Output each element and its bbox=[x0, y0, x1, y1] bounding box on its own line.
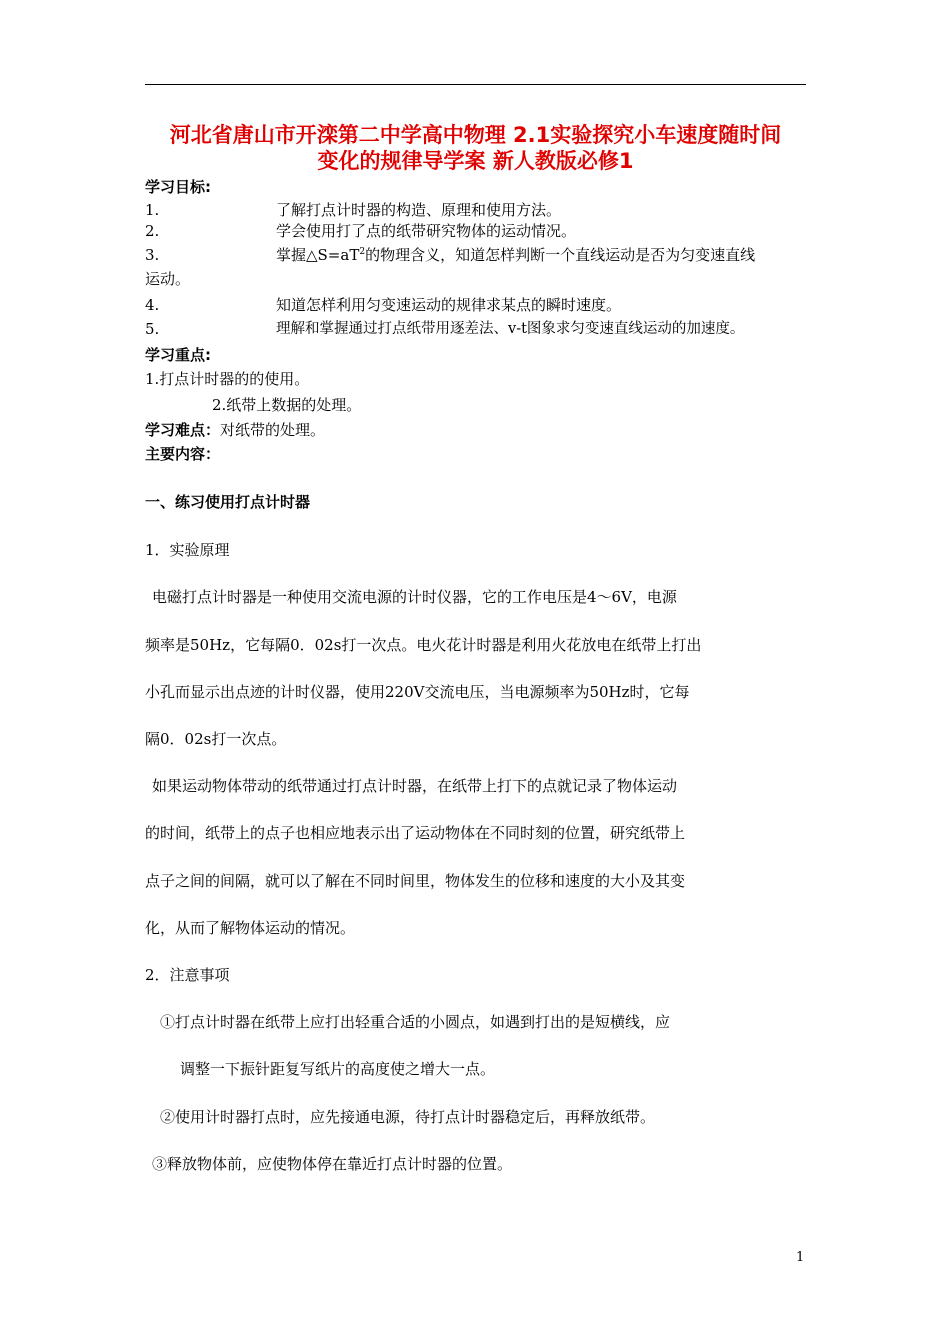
subsection-heading: 1．实验原理 bbox=[145, 541, 230, 559]
difficulty-line bbox=[145, 421, 325, 439]
key-point-item: 1.打点计时器的的使用。 bbox=[145, 370, 310, 388]
doc-title-line1: 河北省唐山市开滦第二中学高中物理 2.1实验探究小车速度随时间 bbox=[169, 123, 782, 147]
goal-text bbox=[276, 246, 755, 264]
key-points-heading: 学习重点: bbox=[145, 346, 211, 364]
goal-num: 5. bbox=[145, 320, 160, 338]
goal-text-continuation: 运动。 bbox=[145, 270, 191, 288]
difficulty-label: 学习难点： bbox=[145, 421, 221, 439]
paragraph-line: 的时间，纸带上的点子也相应地表示出了运动物体在不同时刻的位置，研究纸带上 bbox=[145, 824, 686, 842]
paragraph-line: 如果运动物体带动的纸带通过打点计时器，在纸带上打下的点就记录了物体运动 bbox=[152, 777, 678, 795]
goal-num: 1. bbox=[145, 201, 160, 219]
paragraph-line: 电磁打点计时器是一种使用交流电源的计时仪器，它的工作电压是4～6V，电源 bbox=[152, 588, 677, 606]
header-rule bbox=[145, 84, 806, 85]
note-line: ②使用计时器打点时，应先接通电源，待打点计时器稳定后，再释放纸带。 bbox=[160, 1108, 656, 1126]
paragraph-line: 点子之间的间隔，就可以了解在不同时间里，物体发生的位移和速度的大小及其变 bbox=[145, 872, 686, 890]
main-content-heading: 主要内容： bbox=[145, 445, 221, 463]
paragraph-line: 隔0．02s打一次点。 bbox=[145, 730, 287, 748]
superscript-exponent: 2 bbox=[359, 247, 366, 257]
note-line: ①打点计时器在纸带上应打出轻重合适的小圆点，如遇到打出的是短横线，应 bbox=[160, 1013, 671, 1031]
key-point-item: 2.纸带上数据的处理。 bbox=[212, 396, 362, 414]
goal-text: 了解打点计时器的构造、原理和使用方法。 bbox=[276, 201, 562, 219]
goal-num: 2. bbox=[145, 222, 160, 240]
doc-title-line2: 变化的规律导学案 新人教版必修1 bbox=[317, 149, 634, 173]
paragraph-line: 化，从而了解物体运动的情况。 bbox=[145, 919, 356, 937]
goal-text-after: 的物理含义，知道怎样判断一个直线运动是否为匀变速直线 bbox=[365, 246, 756, 264]
goal-text: 知道怎样利用匀变速运动的规律求某点的瞬时速度。 bbox=[276, 296, 622, 314]
goal-text: 理解和掌握通过打点纸带用逐差法、v-t图象求匀变速直线运动的加速度。 bbox=[276, 321, 745, 337]
note-line: ③释放物体前，应使物体停在靠近打点计时器的位置。 bbox=[152, 1155, 513, 1173]
page-number: 1 bbox=[796, 1250, 805, 1265]
section-heading: 一、练习使用打点计时器 bbox=[145, 493, 311, 511]
goals-heading: 学习目标: bbox=[145, 178, 211, 196]
note-line: 调整一下振针距复写纸片的高度使之增大一点。 bbox=[180, 1060, 496, 1078]
goal-num: 4. bbox=[145, 296, 160, 314]
paragraph-line: 小孔而显示出点迹的计时仪器，使用220V交流电压，当电源频率为50Hz时，它每 bbox=[145, 683, 690, 701]
goal-num: 3. bbox=[145, 246, 160, 264]
difficulty-text: 对纸带的处理。 bbox=[220, 421, 326, 439]
goal-text-before: 掌握△S=aT bbox=[276, 246, 360, 264]
paragraph-line: 频率是50Hz，它每隔0．02s打一次点。电火花计时器是利用火花放电在纸带上打出 bbox=[145, 636, 702, 654]
goal-text: 学会使用打了点的纸带研究物体的运动情况。 bbox=[276, 222, 577, 240]
subsection-heading: 2．注意事项 bbox=[145, 966, 230, 984]
